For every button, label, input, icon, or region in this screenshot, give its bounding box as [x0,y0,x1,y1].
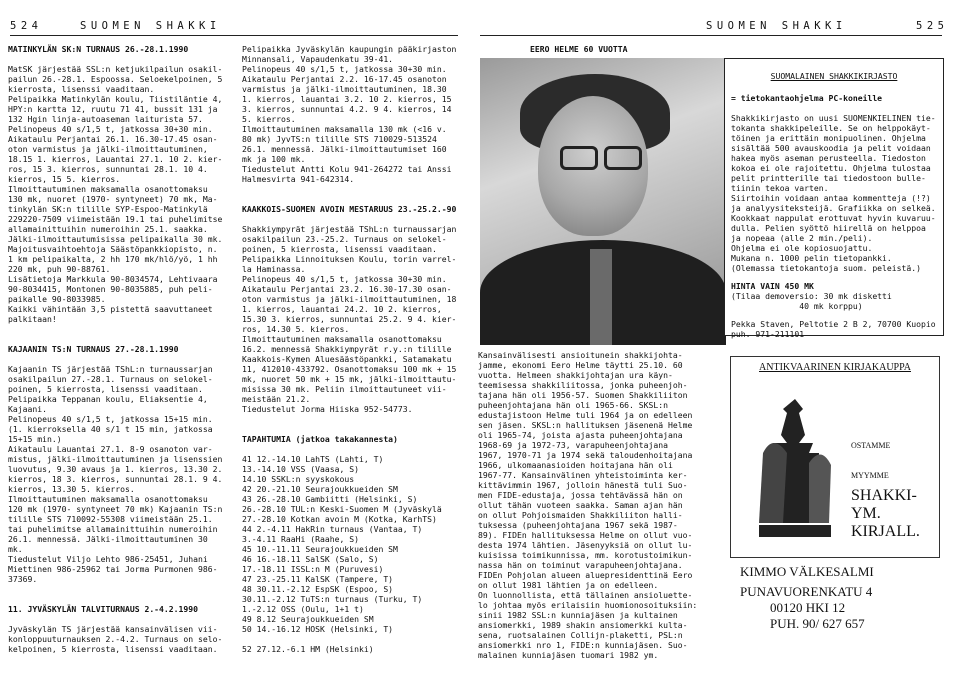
photo-glasses-right [604,146,642,170]
contact-phone: PUH. 90/ 627 657 [770,616,865,631]
text-line: Lisätietoja Markkula 90-8034574, Lehtivaara [8,274,218,284]
spacer [8,354,230,364]
text-line: desta 1974 lähtien. Jäsenyyksiä on ollut lu- [478,540,693,550]
text-line: mistus, jälki-ilmoittautuminen ja lisenssien [8,454,223,464]
contact-postcode: 00120 HKI 12 [770,600,846,615]
spacer [242,634,464,644]
text-line: tilille STS 710092-55308 viimeistään 25.1. [8,514,213,524]
left-header-rule [10,35,458,36]
text-line: Kookkaat nappulat erottuvat hyvin kuvaruu- [731,213,936,223]
spacer [242,444,464,454]
section-heading: KAJAANIN TS:N TURNAUS 27.-28.1.1990 [8,344,179,354]
text-line: Mukana n. 1000 pelin tietopankki. [731,253,892,263]
text-line: HPY:n kartta 12, ruutu 71 41, bussit 131 ja [8,104,218,114]
ad-box-subtitle: = tietokantaohjelma PC-koneille [731,93,883,103]
text-line: Pekka Staven, Peltotie 2 B 2, 70700 Kuopio [731,319,936,329]
text-line: oton varmistus ja jälki-ilmoittautuminen, [8,144,208,154]
text-line: pelit printterille tai tiedostoon bulle- [731,173,926,183]
section-heading: 11. JYVÄSKYLÄN TALVITURNAUS 2.-4.2.1990 [8,604,199,614]
text-line: Tiedustelut Jorma Hiiska 952-54773. [242,404,413,414]
text-line: men FIDE-edustaja, jossa tehtävässä hän on [478,490,683,500]
contact-ad [730,564,938,640]
text-line: Pelipaikka Matinkylän koulu, Tiistiläntie 4, [8,94,223,104]
text-line: 89). FIDEn hallituksessa Helme on ollut vuo- [478,530,693,540]
spacer [242,414,464,424]
text-line: 132 Hgin linja-autoaseman laiturista 57. [8,114,203,124]
text-line: (Tilaa demoversio: 30 mk disketti [731,291,892,301]
text-line: pailun 26.-28.1. Espoossa. Seloekelpoinen, 5 [8,74,223,84]
right-running-title: SUOMEN SHAKKI [706,20,847,32]
text-line: 1968-69 ja 1972-73, varapuheenjohtajana [478,440,669,450]
text-line: 1967-77. Kansainvälinen yhteistoiminta ker- [478,470,688,480]
text-line: tai puhelimitse allamainittuihin numeroihin [8,524,218,534]
text-line: Aikataulu Lauantai 27.1. 8-9 osanoton var- [8,444,213,454]
contact-name: KIMMO VÄLKESALMI [740,564,874,579]
spacer [8,594,230,604]
right-header-rule [480,35,942,36]
text-line: mk. [8,544,23,554]
text-line: la Haminassa. [242,264,306,274]
text-line: 11, 412010-433792. Osanottomaksu 100 mk + 15 [242,364,457,374]
text-line: Minnansali, Vapaudenkatu 39-41. [242,54,394,64]
text-line: tiinin tekoa varten. [731,183,829,193]
text-line: 26.-28.10 TUL:n Keski-Suomen M (Jyväskylä [242,504,442,514]
spacer [8,54,230,64]
text-line: edustajistoon Helme tuli 1964 ja on edelleen [478,410,693,420]
text-line: (1. kierroksella 40 s/1 t 15 min, jatkossa [8,424,213,434]
text-line: 229220-7509 viimeistään 19.1 tai puhelimitse [8,214,223,224]
left-running-title: SUOMEN SHAKKI [80,20,221,32]
text-line: jamme, ekonomi Eero Helme täytti 25.10. 60 [478,360,683,370]
text-line: 15.30 3. kierros, sunnuntai 25.2. 9 4. kier- [242,314,457,324]
text-line: ansiomerkki nro 1, FIDE:n kunniajäsen. Suo- [478,640,688,650]
text-line: 14.10 SSKL:n syyskokous [242,474,355,484]
text-line: misissa 30 mk. Peliin ilmoittautuneet vii- [242,384,447,394]
text-line: ja analyysiteksteijä. Grafiikka on selkeä. [731,203,936,213]
text-line: ros, 15 3. kierros, sunnuntai 28.1. 10 4. [8,164,208,174]
text-line [731,273,943,281]
text-line: Shakkikirjasto on uusi SUOMENKIELINEN tie- [731,113,936,123]
ad-box-title: SUOMALAINEN SHAKKIKIRJASTO [770,71,898,81]
text-line: kierros, 18 3. kierros, sunnuntai 28.1. 9 4. [8,474,223,484]
text-line: 220 mk, puh 90-88761. [8,264,111,274]
text-line: palkitaan! [8,314,57,324]
text-line: 37369. [8,574,38,584]
text-line: 1. kierros, lauantai 24.2. 10 2. kierros, [242,304,442,314]
text-line: vuotta. Helmeen shakkijohtajan ura käyn- [478,370,673,380]
text-line: 1. kierros, lauantai 3.2. 10 2. kierros, 15 [242,94,452,104]
bookshop-brand-3: KIRJALL. [851,523,920,540]
spacer [242,194,464,204]
text-line: Pelipaikka Jyväskylän kaupungin pääkirjaston [242,44,457,54]
text-line: Ohjelma ei ole kopiosuojattu. [731,243,873,253]
text-line: (Olemassa tietokantoja suom. peleistä.) [731,263,922,273]
text-line: On luonnollista, että tällainen ansioluette- [478,590,693,600]
text-line: 15+15 min.) [8,434,62,444]
chess-pieces-illustration [745,393,845,543]
text-line: kuisissa toimikunnissa, mm. korotustoimikun- [478,550,693,560]
text-line: Tiedustelut Viljo Lehto 986-25451, Juhani [8,554,208,564]
text-line: lo johtaa myös erilaisiin huomionosoituksiin: [478,600,698,610]
text-line: MatSK järjestää SSL:n ketjukilpailun osakil- [8,64,223,74]
text-line: 5. kierros. [242,114,296,124]
text-line: 17.-18.11 ISSL:n M (Puruvesi) [242,564,384,574]
text-line: poinen, 5 kierrosta, lisenssi vaaditaan. [8,384,203,394]
bookshop-brand-1: SHAKKI- [851,487,917,504]
text-line: Majoitusvaihtoehtoja Säästöpankkiopisto, n. [8,244,218,254]
text-line: 41 12.-14.10 LahTS (Lahti, T) [242,454,384,464]
text-line: Kaikki vähintään 3,5 pistettä saavuttaneet [8,304,213,314]
text-line: 50 14.-16.12 HOSK (Helsinki, T) [242,624,394,634]
spacer [8,334,230,344]
text-line: Jyväskylän TS järjestää kansainvälisen vii- [8,624,218,634]
text-line: ros, 14.30 5. kierros. [242,324,350,334]
text-line: on ollut Pohjoismaiden Shakkiliiton halli- [478,510,683,520]
text-line: hakea myös aseman perusteella. Tiedoston [731,153,926,163]
text-line: Pelipaikka Linnoituksen Koulu, torin varrel- [242,254,457,264]
text-line: FIDEn Pohjolan alueen aluepresidenttinä Eero [478,570,693,580]
text-line: sena, ruotsalainen Collijn-plaketti, PSL:n [478,630,683,640]
text-line: 1 km pelipaikalta, 2 hh 170 mk/hlö/yö, 1 hh [8,254,218,264]
text-line: 27.-28.10 Kotkan avoin M (Kotka, KarhTS) [242,514,437,524]
text-line: HINTA VAIN 450 MK [731,281,814,291]
text-line: kelpoinen, 5 kierrosta, lisenssi vaaditaan. [8,644,218,654]
text-line: Ilmoittautuminen maksamalla osanottomaksu [8,184,208,194]
text-line: Aikataulu Perjantai 23.2. 16.30-17.30 osan- [242,284,452,294]
text-line: 13.-14.10 VSS (Vaasa, S) [242,464,359,474]
text-line: poinen, 5 kierrosta, lisenssi vaaditaan. [242,244,437,254]
text-line: meistään 21.2. [242,394,311,404]
bookshop-title: ANTIKVAARINEN KIRJAKAUPPA [759,362,911,373]
text-line: 30.11.-2.12 TuTS:n turnaus (Turku, T) [242,594,423,604]
bookshop-brand-2: YM. [851,505,881,522]
photo-glasses-left [560,146,598,170]
text-line: 40 mk korppu) [731,301,863,311]
text-line: varmistus ja jälki-ilmoittautuminen, 18.30 [242,84,447,94]
text-line: Ilmoittautuminen maksamalla osanottomaksu [8,494,208,504]
text-line: 52 27.12.-6.1 HM (Helsinki) [242,644,374,654]
text-line: on ollut 1981 lähtien ja on edelleen. [478,580,659,590]
text-line: 48 30.11.-2.12 EspSK (Espoo, S) [242,584,394,594]
text-line: konloppuuturnauksen 2.-4.2. Turnaus on selo- [8,634,223,644]
text-line: allamainittuihin numeroihin 25.1. saakka. [8,224,208,234]
text-line: oton varmistus ja jälki-ilmoittautuminen, 18 [242,294,457,304]
text-line: 1967, 1970-71 ja 1974 sekä taloudenhoitajana [478,450,693,460]
text-line: 45 10.-11.11 Seurajoukkueiden SM [242,544,398,554]
text-line: kierros, 15 5. kierros. [8,174,121,184]
bookshop-ad [730,356,940,558]
spacer [242,184,464,194]
text-line: Kajaani. [8,404,47,414]
text-line: mk, nuoret 50 mk + 15 mk, jälki-ilmoittautu- [242,374,457,384]
text-line: töinen ja erittäin monipuolinen. Ohjelma [731,133,926,143]
text-line: 47 23.-25.11 KalSK (Tampere, T) [242,574,394,584]
bookshop-buy: OSTAMME [851,441,891,450]
text-line: Jälki-ilmoittautumisissa pelipaikalla 30 mk. [8,234,223,244]
text-line: Kaakkois-Kymen Aluesäästöpankki, Satamakatu [242,354,452,364]
text-line: Kajaanin TS järjestää TShL:n turnaussarjan [8,364,213,374]
text-line: puheenjohtajana hän oli 1965-66. SKSL:n [478,400,669,410]
text-line: kokoa ei ole rajoitettu. Ohjelma tulostaa [731,163,931,173]
text-line: kierros, 13.30 5. kierros. [8,484,135,494]
text-line: nassa hän on toiminut varapuheenjohtajana. [478,560,683,570]
article-title: EERO HELME 60 VUOTTA [530,44,628,54]
text-line: oli 1965-74, joista ajasta puheenjohtajana [478,430,683,440]
text-line: Miettinen 986-25962 tai Jorma Purmonen 986- [8,564,218,574]
text-line: 26.1. mennessä. Jälki-ilmoittautumiset 160 [242,144,447,154]
left-page-number: 524 [10,20,43,32]
text-line: osakilpailun 27.-28.1. Turnaus on selokel- [8,374,213,384]
software-ad-box [724,58,944,339]
text-line: 46 16.-18.11 SalSK (Salo, S) [242,554,379,564]
text-line: mk ja 100 mk. [242,154,306,164]
text-line: Siirtoihin voidaan antaa kommentteja (!?) [731,193,931,203]
article-body [478,350,718,660]
ad-box-body [731,113,943,339]
text-line [731,311,943,319]
spacer [8,614,230,624]
text-line: kittävimmin 1967, jolloin hänestä tuli Suo- [478,480,688,490]
text-line: Pelipaikka Teppanan koulu, Eliaksentie 4, [8,394,208,404]
text-line: 80 mk) JyvTS:n tilille STS 710029-513524 [242,134,437,144]
text-line: tajana hän oli 1956-57. Suomen Shakkiliiton [478,390,688,400]
text-line: Ilmoittautuminen maksamalla 130 mk (<16 v. [242,124,447,134]
spacer [242,214,464,224]
text-line: 1.-2.12 OSS (Oulu, 1+1 t) [242,604,364,614]
text-line: Pelinopeus 40 s/1,5 t, jatkossa 30+30 min. [242,64,447,74]
section-heading: KAAKKOIS-SUOMEN AVOIN MESTARUUS 23.-25.2.-90 [242,204,457,214]
spacer [8,584,230,594]
text-line: 26.1. mennessä. Jälki-ilmoittautuminen 30 [8,534,208,544]
text-line: 16.2. mennessä Shakkiympyrät r.y.:n tilille [242,344,452,354]
text-line: malainen kunniajäsen tuomari 1982 ym. [478,650,659,660]
text-line: Halmesvirta 941-642314. [242,174,355,184]
portrait-photo [480,58,726,345]
text-line: 3. kierros, sunnuntai 4.2. 9 4. kierros, 14 [242,104,452,114]
column-1 [8,44,230,654]
text-line: Aikataulu Perjantai 2.2. 16-17.45 osanoton [242,74,447,84]
contact-street: PUNAVUORENKATU 4 [740,584,873,599]
text-line: sinii 1982 SSL:n kunniajäsen ja kultainen [478,610,678,620]
text-line: tuksessa (puheenjohtajana 1967 sekä 1987- [478,520,678,530]
text-line: Shakkiympyrät järjestää TShL:n turnaussarjan [242,224,457,234]
text-line: 44 2.-4.11 HakRin turnaus (Vantaa, T) [242,524,423,534]
text-line: paikalle 90-8033985. [8,294,106,304]
text-line: ja nopeaa (alle 2 min./peli). [731,233,873,243]
text-line: Pelinopeus 40 s/1,5 t, jatkossa 30+30 min. [8,124,213,134]
text-line: dulla. Pelien syöttö hiirellä on helppoa [731,223,926,233]
text-line: 49 8.12 Seurajoukkueiden SM [242,614,374,624]
text-line: 43 26.-28.10 Gambiitti (Helsinki, S) [242,494,418,504]
text-line: Pelinopeus 40 s/1,5 t, jatkossa 30+30 min. [242,274,447,284]
text-line: Ilmoittautuminen maksamalla osanottomaksu [242,334,442,344]
text-line: 120 mk (1970- syntyneet 70 mk) Kajaanin TS:n [8,504,223,514]
text-line: kierrosta, lisenssi vaaditaan. [8,84,155,94]
spacer [242,424,464,434]
text-line: 3.-4.11 RaaHi (Raahe, S) [242,534,359,544]
text-line: ollut tähän vuoteen saakka. Saman ajan hän [478,500,683,510]
text-line: sen jäsen. SKSL:n hallituksen jäsenenä Helme [478,420,693,430]
text-line: Pelinopeus 40 s/1,5 t, jatkossa 15+15 min. [8,414,213,424]
text-line: osakilpailun 23.-25.2. Turnaus on selokel- [242,234,447,244]
text-line: 90-8034415, Montonen 90-8035885, puh peli- [8,284,213,294]
text-line: luovutus, 9.30 avaus ja 1. kierros, 13.30 2. [8,464,223,474]
text-line: Tiedustelut Antti Kolu 941-264272 tai Anssi [242,164,452,174]
section-heading: MATINKYLÄN SK:N TURNAUS 26.-28.1.1990 [8,44,189,54]
text-line: ansiomerkki, 1989 shakin ansiomerkki kulta- [478,620,688,630]
right-page-number: 525 [916,20,949,32]
text-line: sisältää 500 avauskoodia ja pelit voidaan [731,143,931,153]
text-line: puh. 971-211101 [731,329,805,339]
text-line: 1966, ulkomaanasioiden hoitajana hän oli [478,460,673,470]
text-line: 130 mk, nuoret (1970- syntyneet) 70 mk, Ma- [8,194,218,204]
text-line: tinkylän SK:n tilille SYP-Espoo-Matinkylä [8,204,208,214]
text-line: tokanta shakkipeleille. Se on helppokäyt- [731,123,931,133]
section-heading: TAPAHTUMIA (jatkoa takakannesta) [242,434,398,444]
text-line: Kansainvälisesti ansioitunein shakkijohta- [478,350,683,360]
bookshop-brand [851,487,920,541]
photo-tie [590,249,612,345]
text-line: Aikataulu Perjantai 26.1. 16.30-17.45 osan- [8,134,218,144]
bookshop-sell: MYYMME [851,471,889,480]
spacer [8,324,230,334]
text-line: 18.15 1. kierros, Lauantai 27.1. 10 2. kier- [8,154,223,164]
text-line: 42 20.-21.10 Seurajoukkueiden SM [242,484,398,494]
column-2 [242,44,464,654]
column-3 [478,44,718,54]
text-line: teemisessa shakkiliitossa, jonka puheenjoh- [478,380,688,390]
